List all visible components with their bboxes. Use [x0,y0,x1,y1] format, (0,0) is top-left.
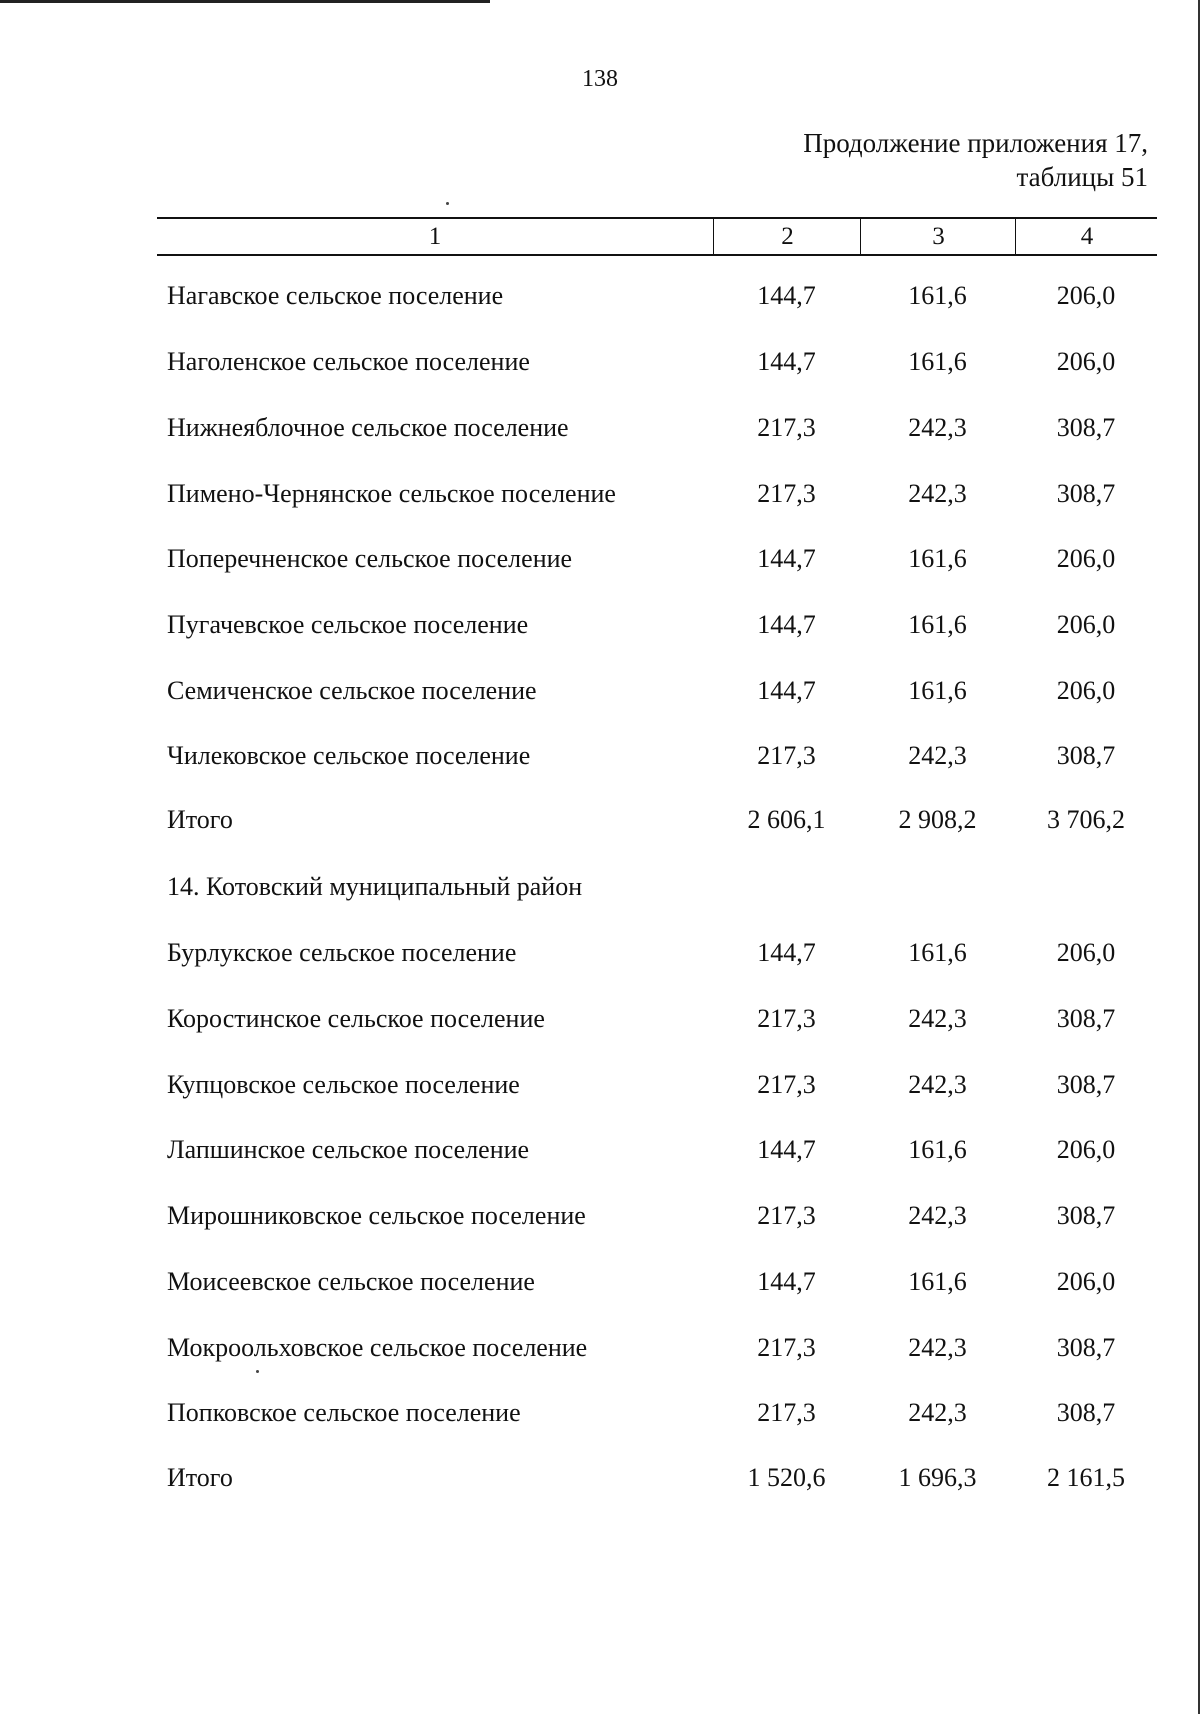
row-name: Итого [167,805,233,834]
row-value-col-3: 242,3 [908,413,967,442]
table-row [0,933,1200,973]
row-name: Поперечненское сельское поселение [167,544,573,573]
row-name: Мирошниковское сельское поселение [167,1201,586,1230]
row-name: Мокроольховское сельское поселение [167,1333,588,1362]
row-value-col-4: 206,0 [1056,544,1116,573]
row-value-col-4: 206,0 [1056,676,1116,705]
row-value-col-2: 2 606,1 [747,805,826,834]
row-value-col-3: 161,6 [908,1267,967,1296]
row-name: Лапшинское сельское поселение [167,1135,530,1164]
row-value-col-3: 242,3 [908,1201,967,1230]
row-value-col-4: 308,7 [1056,1333,1116,1362]
row-value-col-3: 161,6 [908,938,967,967]
table-row [0,342,1200,382]
row-value-col-2: 144,7 [757,347,816,376]
total-row [0,1458,1200,1498]
row-value-col-4: 308,7 [1056,413,1116,442]
row-value-col-3: 161,6 [908,281,967,310]
row-value-col-2: 217,3 [757,1004,816,1033]
row-value-col-4: 308,7 [1056,1070,1116,1099]
section-heading-row [0,867,1200,907]
page-number: 138 [582,66,618,92]
table-row [0,671,1200,711]
row-value-col-2: 144,7 [757,281,816,310]
row-value-col-3: 242,3 [908,1333,967,1362]
total-row [0,800,1200,840]
table-row [0,1393,1200,1433]
header-col-3: 3 [860,219,1016,254]
row-value-col-3: 2 908,2 [898,805,977,834]
table-row [0,1196,1200,1236]
row-value-col-2: 1 520,6 [747,1463,826,1492]
row-name: Наголенское сельское поселение [167,347,530,376]
row-name: Моисеевское сельское поселение [167,1267,535,1296]
table-row [0,605,1200,645]
row-value-col-3: 161,6 [908,347,967,376]
table-row [0,474,1200,514]
row-value-col-4: 308,7 [1056,741,1116,770]
table-header [157,217,1157,256]
row-value-col-4: 206,0 [1056,1267,1116,1296]
row-name: Итого [167,1463,233,1492]
row-value-col-4: 3 706,2 [1047,805,1125,834]
header-col-2: 2 [713,219,861,254]
row-name: Попковское сельское поселение [167,1398,521,1427]
row-value-col-3: 1 696,3 [898,1463,977,1492]
row-value-col-3: 161,6 [908,676,967,705]
table-row [0,1065,1200,1105]
row-value-col-4: 308,7 [1056,1201,1116,1230]
row-value-col-3: 242,3 [908,479,967,508]
scan-speck [446,202,449,205]
table-caption [803,126,1148,194]
row-name: Семиченское сельское поселение [167,676,537,705]
row-value-col-4: 2 161,5 [1047,1463,1125,1492]
row-value-col-2: 144,7 [757,1135,816,1164]
row-value-col-4: 206,0 [1056,610,1116,639]
row-value-col-4: 206,0 [1056,938,1116,967]
row-value-col-3: 161,6 [908,610,967,639]
row-name: Бурлукское сельское поселение [167,938,517,967]
row-value-col-4: 308,7 [1056,1004,1116,1033]
section-heading: 14. Котовский муниципальный район [167,872,583,901]
table-row [0,539,1200,579]
table-row [0,276,1200,316]
row-value-col-4: 206,0 [1056,347,1116,376]
row-value-col-2: 144,7 [757,610,816,639]
row-value-col-2: 217,3 [757,1398,816,1427]
table-row [0,408,1200,448]
row-value-col-2: 217,3 [757,1333,816,1362]
row-name: Чилековское сельское поселение [167,741,531,770]
row-value-col-2: 144,7 [757,938,816,967]
row-value-col-4: 308,7 [1056,1398,1116,1427]
row-value-col-3: 242,3 [908,1398,967,1427]
row-value-col-3: 242,3 [908,1070,967,1099]
row-value-col-3: 161,6 [908,544,967,573]
row-name: Пугачевское сельское поселение [167,610,529,639]
row-name: Нагавское сельское поселение [167,281,504,310]
row-value-col-2: 144,7 [757,676,816,705]
row-value-col-2: 217,3 [757,479,816,508]
caption-line-1: Продолжение приложения 17, [803,128,1148,158]
row-value-col-2: 144,7 [757,1267,816,1296]
row-value-col-2: 217,3 [757,741,816,770]
table-row [0,1262,1200,1302]
row-value-col-4: 308,7 [1056,479,1116,508]
table-row [0,999,1200,1039]
caption-line-2: таблицы 51 [1016,162,1148,192]
table-row [0,1328,1200,1368]
header-col-4: 4 [1015,219,1158,254]
scan-edge-top [0,0,490,3]
row-value-col-4: 206,0 [1056,1135,1116,1164]
row-name: Купцовское сельское поселение [167,1070,520,1099]
table-row [0,736,1200,776]
row-value-col-3: 161,6 [908,1135,967,1164]
row-value-col-2: 217,3 [757,1070,816,1099]
scan-speck [256,1370,259,1373]
row-value-col-4: 206,0 [1056,281,1116,310]
row-name: Нижнеяблочное сельское поселение [167,413,569,442]
table-row [0,1130,1200,1170]
row-value-col-2: 217,3 [757,1201,816,1230]
row-name: Пимено-Чернянское сельское поселение [167,479,616,508]
row-value-col-2: 144,7 [757,544,816,573]
header-col-1: 1 [428,223,442,250]
row-value-col-3: 242,3 [908,741,967,770]
row-value-col-3: 242,3 [908,1004,967,1033]
row-name: Коростинское сельское поселение [167,1004,545,1033]
row-value-col-2: 217,3 [757,413,816,442]
